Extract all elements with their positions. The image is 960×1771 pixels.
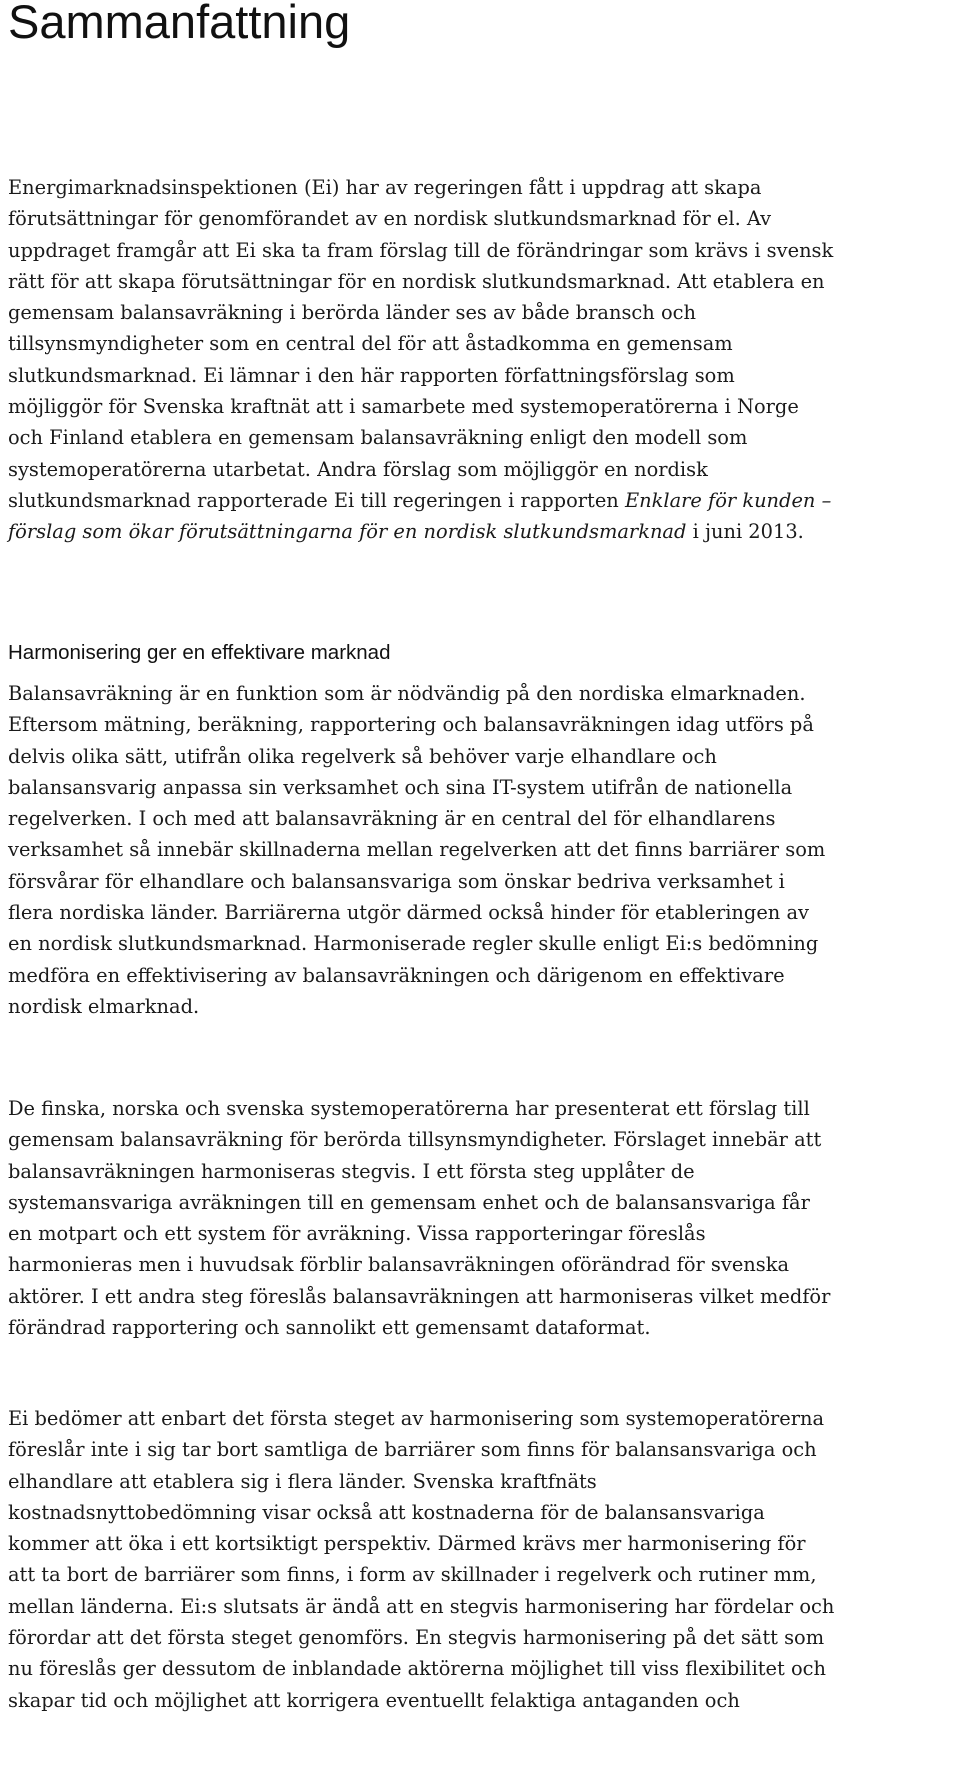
report-title-italic-part1: Enklare för kunden –	[624, 488, 832, 512]
text-line: kommer att öka i ett kortsiktigt perspektiv. Därmed krävs mer harmonisering för	[8, 1532, 806, 1556]
paragraph-intro	[8, 172, 948, 548]
text-line: delvis olika sätt, utifrån olika regelverk så behöver varje elhandlare och	[8, 744, 717, 768]
text-line	[8, 485, 948, 516]
text-line: systemoperatörerna utarbetat. Andra förslag som möjliggör en nordisk	[8, 457, 708, 481]
text-line: Ei bedömer att enbart det första steget av harmonisering som systemoperatörerna	[8, 1407, 825, 1430]
text-line	[8, 516, 948, 547]
text-line: gemensam balansavräkning för berörda tillsynsmyndigheter. Förslaget innebär att	[8, 1128, 822, 1152]
text-line: De finska, norska och svenska systemoperatörerna har presenterat ett förslag till	[8, 1097, 810, 1120]
paragraph-harmonisering	[8, 678, 948, 1022]
text-line: försvårar för elhandlare och balansansvariga som önskar bedriva verksamhet i	[8, 869, 785, 893]
paragraph-ei-bedomer	[8, 1403, 948, 1716]
text-line: nu föreslås ger dessutom de inblandade aktörerna möjlighet till viss flexibilitet och	[8, 1657, 827, 1681]
text-line: och Finland etablera en gemensam balansavräkning enligt den modell som	[8, 426, 748, 450]
text-line: förordar att det första steget genomförs. En stegvis harmonisering på det sätt som	[8, 1626, 825, 1650]
text-line: flera nordiska länder. Barriärerna utgör därmed också hinder för etableringen av	[8, 901, 809, 925]
text-line: kostnadsnyttobedömning visar också att kostnaderna för de balansansvariga	[8, 1500, 765, 1524]
text-line: balansavräkningen harmoniseras stegvis. I ett första steg upplåter de	[8, 1159, 695, 1183]
text-line: skapar tid och möjlighet att korrigera eventuellt felaktiga antaganden och	[8, 1688, 740, 1712]
text-line: verksamhet så innebär skillnaderna mellan regelverken att det finns barriärer som	[8, 838, 826, 862]
text-line: Eftersom mätning, beräkning, rapportering och balansavräkningen idag utförs på	[8, 713, 814, 737]
text-line: tillsynsmyndigheter som en central del för att åstadkomma en gemensam	[8, 332, 733, 356]
text-line: att ta bort de barriärer som finns, i form av skillnader i regelverk och rutiner mm,	[8, 1563, 817, 1587]
text-line: rätt för att skapa förutsättningar för en nordisk slutkundsmarknad. Att etablera en	[8, 269, 825, 293]
text-line: elhandlare att etablera sig i flera länder. Svenska kraftfnäts	[8, 1469, 597, 1493]
text-line: möjliggör för Svenska kraftnät att i samarbete med systemoperatörerna i Norge	[8, 395, 799, 419]
section-heading: Harmonisering ger en effektivare marknad	[8, 641, 391, 664]
text-line: systemansvariga avräkningen till en gemensam enhet och de balansansvariga får	[8, 1190, 810, 1214]
text-line: balansansvarig anpassa sin verksamhet och sina IT-system utifrån de nationella	[8, 775, 793, 799]
text-line: förändrad rapportering och sannolikt ett gemensamt dataformat.	[8, 1316, 651, 1340]
text-line: nordisk elmarknad.	[8, 994, 200, 1018]
text-line: Balansavräkning är en funktion som är nödvändig på den nordiska elmarknaden.	[8, 682, 806, 705]
text-line: medföra en effektivisering av balansavräkningen och därigenom en effektivare	[8, 963, 785, 987]
text-line: Energimarknadsinspektionen (Ei) har av regeringen fått i uppdrag att skapa	[8, 176, 762, 199]
text-line: gemensam balansavräkning i berörda länder ses av både bransch och	[8, 301, 696, 325]
text-line: en motpart och ett system för avräkning. Vissa rapporteringar föreslås	[8, 1222, 706, 1246]
report-reference-prefix: slutkundsmarknad rapporterade Ei till regeringen i rapporten	[8, 488, 625, 512]
text-line: förutsättningar för genomförandet av en nordisk slutkundsmarknad för el. Av	[8, 207, 772, 231]
text-line: föreslår inte i sig tar bort samtliga de barriärer som finns för balansansvariga och	[8, 1438, 817, 1462]
page-title: Sammanfattning	[8, 0, 351, 48]
text-line: harmonieras men i huvudsak förblir balansavräkningen oförändrad för svenska	[8, 1253, 790, 1277]
text-line: slutkundsmarknad. Ei lämnar i den här rapporten författningsförslag som	[8, 363, 735, 387]
text-line: regelverken. I och med att balansavräkning är en central del för elhandlarens	[8, 807, 776, 831]
text-line: mellan länderna. Ei:s slutsats är ändå att en stegvis harmonisering har fördelar och	[8, 1594, 835, 1618]
report-title-italic-part2: förslag som ökar förutsättningarna för en nordisk slutkundsmarknad	[8, 520, 687, 544]
text-line: uppdraget framgår att Ei ska ta fram förslag till de förändringar som krävs i svensk	[8, 238, 834, 262]
report-reference-suffix: i juni 2013.	[686, 520, 804, 544]
text-line: aktörer. I ett andra steg föreslås balansavräkningen att harmoniseras vilket medför	[8, 1284, 831, 1308]
text-line: en nordisk slutkundsmarknad. Harmoniserade regler skulle enligt Ei:s bedömning	[8, 932, 819, 956]
paragraph-systemoperatorer	[8, 1093, 948, 1343]
